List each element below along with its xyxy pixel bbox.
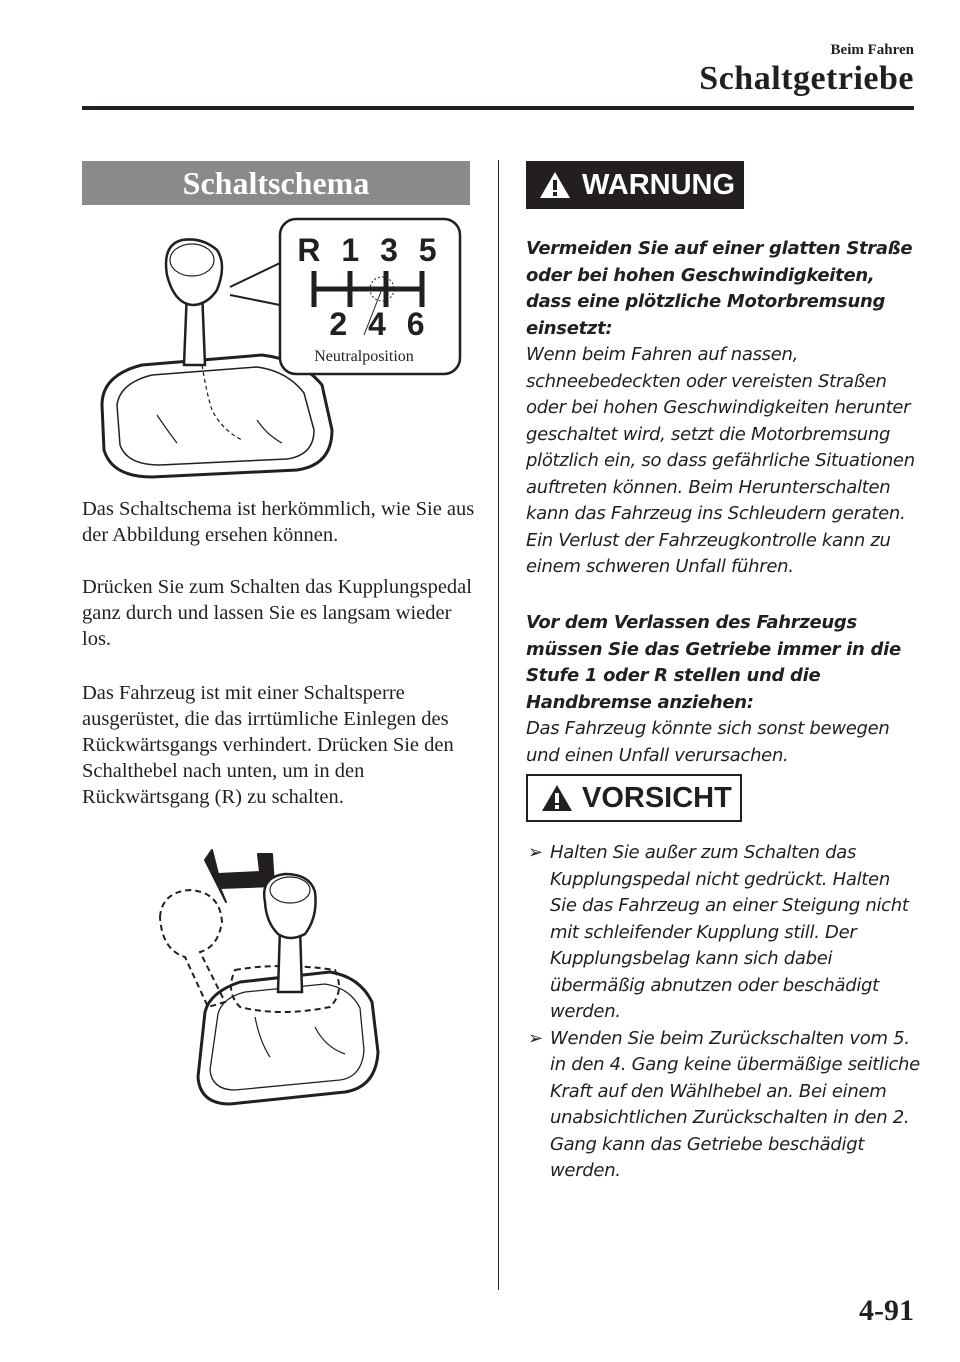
gear-labels-bottom: 2 4 6 xyxy=(329,306,431,342)
warning-label: WARNUNG xyxy=(582,168,736,201)
warning-block-2 xyxy=(526,610,921,769)
warning-block-2-text: Das Fahrzeug könnte sich sonst bewegen und einen Unfall verursachen. xyxy=(526,718,890,766)
warning-triangle-icon xyxy=(538,170,572,200)
column-divider xyxy=(498,160,499,1290)
body-paragraph-3: Das Fahrzeug ist mit einer Schaltsperre ausgerüstet, die das irrtümliche Einlegen des Rückwärtsgangs verhindert. Drücken Sie den Schalthebel nach unten, um in den Rückwärtsgang (R) zu schalten. xyxy=(82,682,454,808)
bullet-arrow-icon: ➢ xyxy=(528,1027,543,1049)
reverse-gear-figure xyxy=(150,842,380,1122)
shift-knob xyxy=(166,239,222,305)
warning-badge xyxy=(526,161,744,209)
section-heading: Schaltschema xyxy=(82,161,470,205)
neutral-position-label: Neutralposition xyxy=(314,348,414,365)
caution-bullet-1: ➢ Halten Sie außer zum Schalten das Kupplungspedal nicht gedrückt. Halten Sie das Fahrzeug an einer Steigung nicht mit schleifender Kupplung still. Der Kupplungsbelag kann sich dabei übermäßig abnutzen oder beschädigt werden. xyxy=(528,842,909,1022)
caution-badge xyxy=(526,774,742,822)
caution-bullet-2: ➢ Wenden Sie beim Zurückschalten vom 5. in den 4. Gang keine übermäßige seitliche Kraft auf den Wählhebel an. Bei einem unabsichtlichen Zurückschalten in den 2. Gang kann das Getriebe beschädigt werden. xyxy=(528,1027,920,1181)
caution-bullet-list xyxy=(526,840,921,1185)
page-title: Schaltgetriebe xyxy=(699,60,914,97)
header-rule xyxy=(82,106,914,110)
warning-block-2-heading: Vor dem Verlassen des Fahrzeugs müssen Sie das Getriebe immer in die Stufe 1 oder R stellen und die Handbremse anziehen: xyxy=(526,612,901,713)
warning-block-1 xyxy=(526,236,921,581)
page-number: 4-91 xyxy=(859,1294,914,1327)
bullet-arrow-icon: ➢ xyxy=(528,842,543,863)
header-section: Beim Fahren xyxy=(830,42,914,58)
caution-label: VORSICHT xyxy=(582,781,732,814)
body-paragraph-2: Drücken Sie zum Schalten das Kupplungspedal ganz durch und lassen Sie es langsam wieder los. xyxy=(82,576,472,650)
gear-labels-top: R 1 3 5 xyxy=(297,232,443,268)
caution-triangle-icon xyxy=(540,783,574,813)
warning-block-1-heading: Vermeiden Sie auf einer glatten Straße oder bei hohen Geschwindigkeiten, dass eine plötzliche Motorbremsung einsetzt: xyxy=(526,238,913,339)
warning-block-1-text: Wenn beim Fahren auf nassen, schneebedeckten oder vereisten Straßen oder bei hohen Geschwindigkeiten herunter geschaltet wird, setzt die Motorbremsung plötzlich ein, so dass gefährliche Situationen auftreten können. Beim Herunterschalten kann das Fahrzeug ins Schleudern geraten. Ein Verlust der Fahrzeugkontrolle kann zu einem schweren Unfall führen. xyxy=(526,344,915,577)
body-paragraph-1: Das Schaltschema ist herkömmlich, wie Sie aus der Abbildung ersehen können. xyxy=(82,498,475,546)
shift-pattern-figure xyxy=(82,215,472,485)
